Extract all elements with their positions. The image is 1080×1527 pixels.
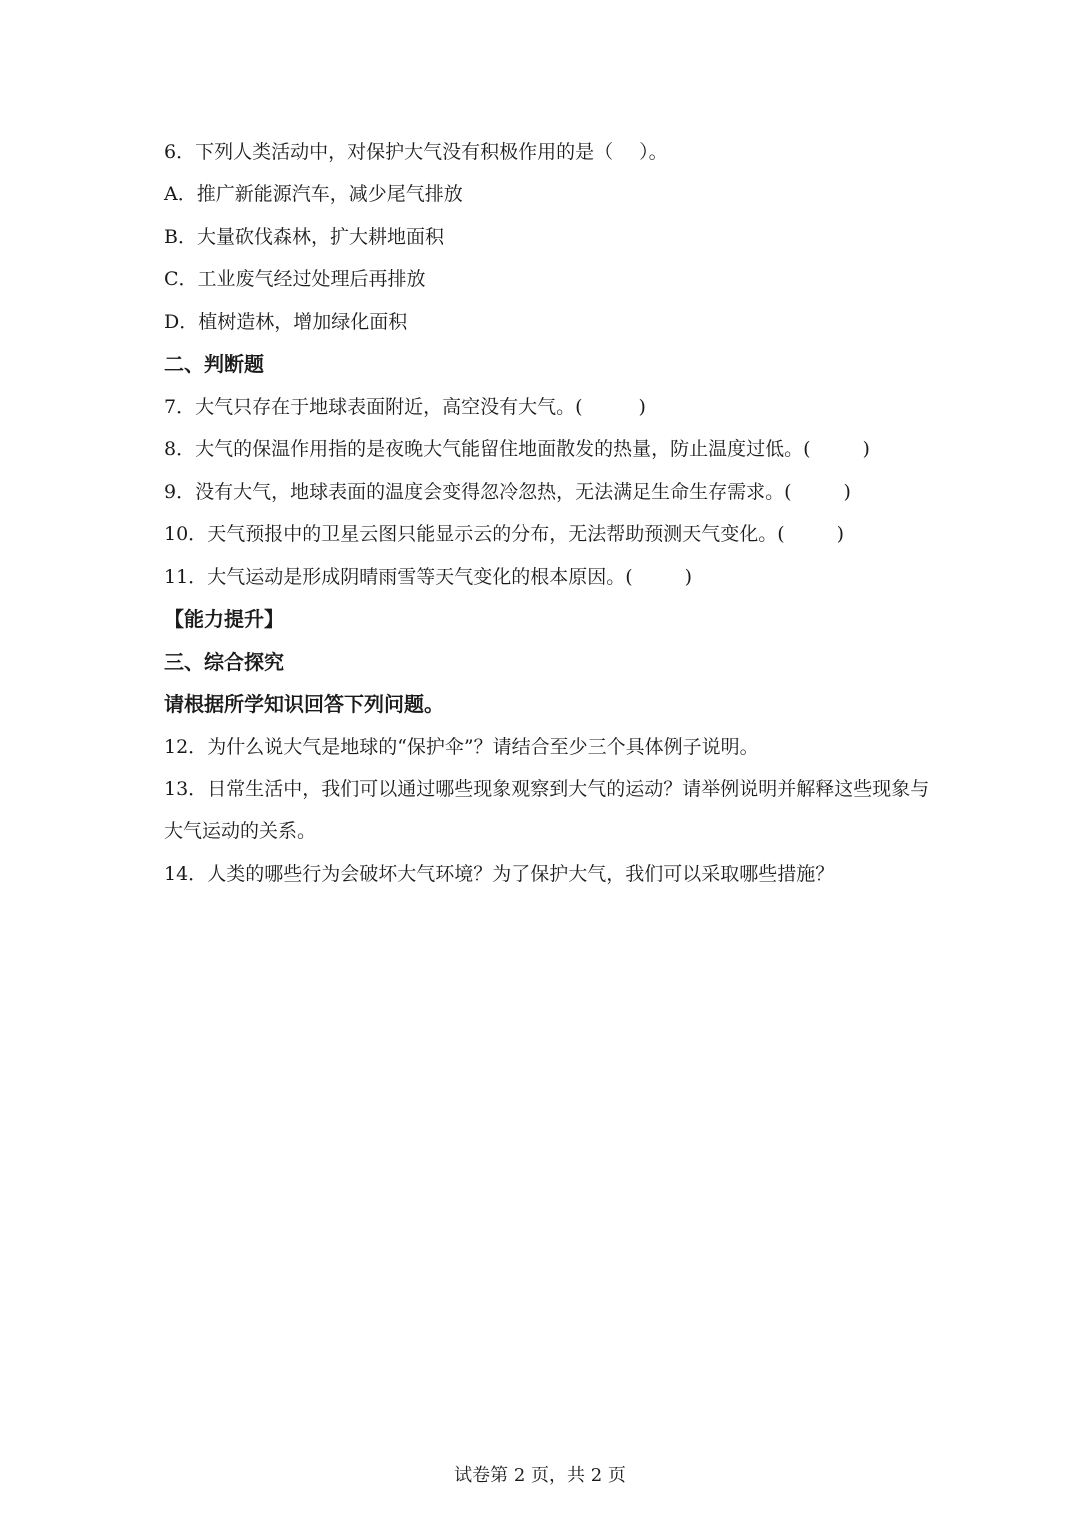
option-d	[164, 310, 407, 334]
question-8	[164, 437, 870, 461]
question-6	[164, 140, 668, 164]
question-text: 人类的哪些行为会破坏大气环境？为了保护大气，我们可以采取哪些措施？	[207, 863, 835, 885]
question-10	[164, 522, 844, 546]
question-close: )	[684, 566, 693, 588]
question-number: 9．	[164, 481, 196, 503]
question-close: )	[638, 396, 646, 418]
question-text: 为什么说大气是地球的“保护伞”？请结合至少三个具体例子说明。	[207, 736, 759, 758]
question-text: 下列人类活动中，对保护大气没有积极作用的是（	[195, 141, 614, 163]
section-instruction: 请根据所学知识回答下列问题。	[164, 692, 444, 716]
option-text: 推广新能源汽车，减少尾气排放	[196, 183, 463, 205]
option-letter: C．	[164, 268, 198, 290]
question-number: 8．	[164, 438, 196, 460]
section-heading-judgement: 二、判断题	[164, 352, 264, 376]
question-number: 7．	[164, 396, 196, 418]
question-close: )	[843, 481, 851, 503]
option-b	[164, 225, 444, 249]
ability-heading: 【能力提升】	[164, 607, 284, 631]
question-11	[164, 565, 692, 589]
option-letter: A．	[164, 183, 197, 205]
question-13	[164, 777, 929, 801]
question-number: 11．	[164, 566, 208, 588]
question-number: 13．	[164, 778, 208, 800]
option-a	[164, 182, 463, 206]
option-c	[164, 267, 426, 291]
question-text: 大气只存在于地球表面附近，高空没有大气。(	[195, 396, 583, 418]
question-7	[164, 395, 646, 419]
question-number: 10．	[164, 523, 208, 545]
question-text: 天气预报中的卫星云图只能显示云的分布，无法帮助预测天气变化。(	[207, 523, 785, 545]
question-close: )	[836, 523, 845, 545]
question-number: 14．	[164, 863, 208, 885]
question-number: 12．	[164, 736, 208, 758]
question-number: 6．	[164, 141, 196, 163]
question-close: ）。	[639, 141, 668, 163]
question-9	[164, 480, 851, 504]
question-12	[164, 735, 759, 759]
option-letter: D．	[164, 311, 199, 333]
option-text: 大量砍伐森林，扩大耕地面积	[196, 226, 444, 248]
question-close: )	[862, 438, 870, 460]
question-text: 大气的保温作用指的是夜晚大气能留住地面散发的热量，防止温度过低。(	[195, 438, 811, 460]
section-heading-inquiry: 三、综合探究	[164, 650, 284, 674]
page-footer: 试卷第 2 页，共 2 页	[454, 1465, 626, 1486]
question-13-continued: 大气运动的关系。	[164, 820, 317, 842]
question-text: 日常生活中，我们可以通过哪些现象观察到大气的运动？请举例说明并解释这些现象与	[207, 778, 930, 800]
question-14	[164, 862, 834, 886]
option-text: 植树造林，增加绿化面积	[198, 311, 408, 333]
option-text: 工业废气经过处理后再排放	[197, 268, 426, 290]
question-text: 大气运动是形成阴晴雨雪等天气变化的根本原因。(	[207, 566, 633, 588]
option-letter: B．	[164, 226, 197, 248]
question-text: 没有大气，地球表面的温度会变得忽冷忽热，无法满足生命生存需求。(	[195, 481, 792, 503]
